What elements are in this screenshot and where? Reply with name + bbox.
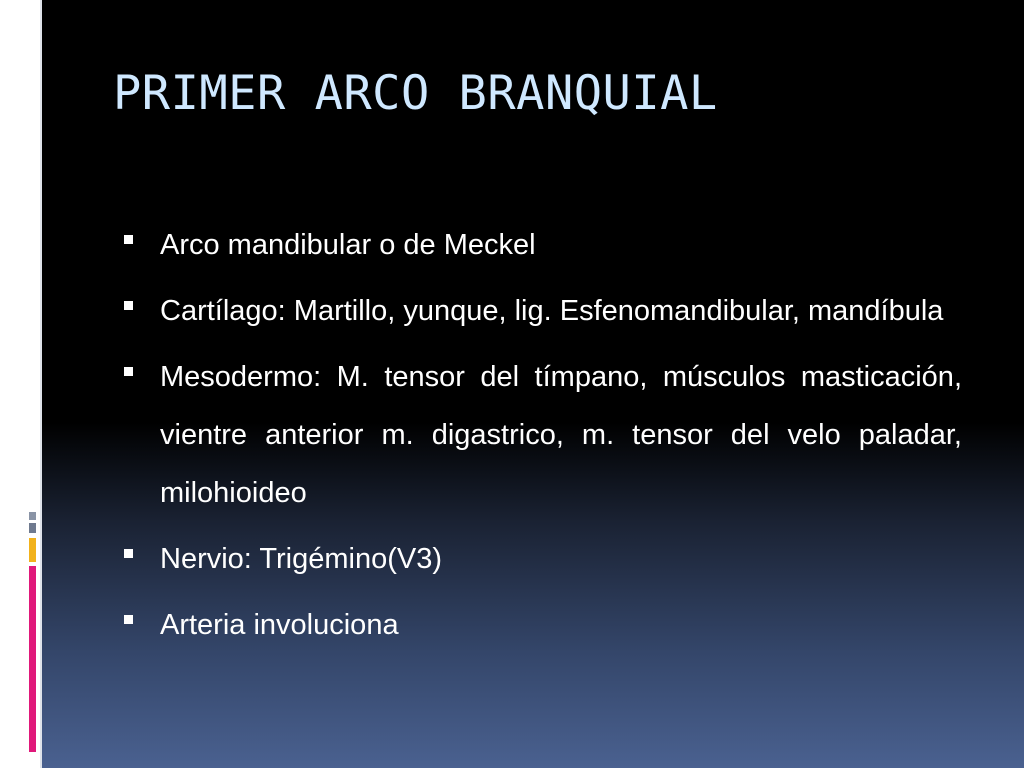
bullet-text: Mesodermo: M. tensor del tímpano, músculos masticación, vientre anterior m. digastrico, m. tensor del velo paladar, milohioideo [160, 361, 962, 509]
bullet-text: Cartílago: Martillo, yunque, lig. Esfenomandibular, mandíbula [160, 295, 944, 327]
slide-title: PRIMER ARCO BRANQUIAL [113, 66, 718, 121]
list-item [122, 282, 962, 340]
list-item [122, 530, 962, 588]
square-bullet-icon [124, 549, 133, 558]
square-bullet-icon [124, 301, 133, 310]
accent-stripe-gray [29, 523, 36, 533]
accent-stripe-pink [29, 566, 36, 752]
list-item [122, 216, 962, 274]
accent-stripe-gray [29, 512, 36, 520]
bullet-text: Arteria involuciona [160, 609, 399, 641]
square-bullet-icon [124, 235, 133, 244]
bullet-text: Arco mandibular o de Meckel [160, 229, 536, 261]
bullet-list [122, 216, 962, 662]
square-bullet-icon [124, 615, 133, 624]
bullet-text: Nervio: Trigémino(V3) [160, 543, 443, 575]
list-item [122, 348, 962, 522]
slide-edge-divider [40, 0, 42, 768]
list-item [122, 596, 962, 654]
square-bullet-icon [124, 367, 133, 376]
accent-stripe-yellow [29, 538, 36, 562]
